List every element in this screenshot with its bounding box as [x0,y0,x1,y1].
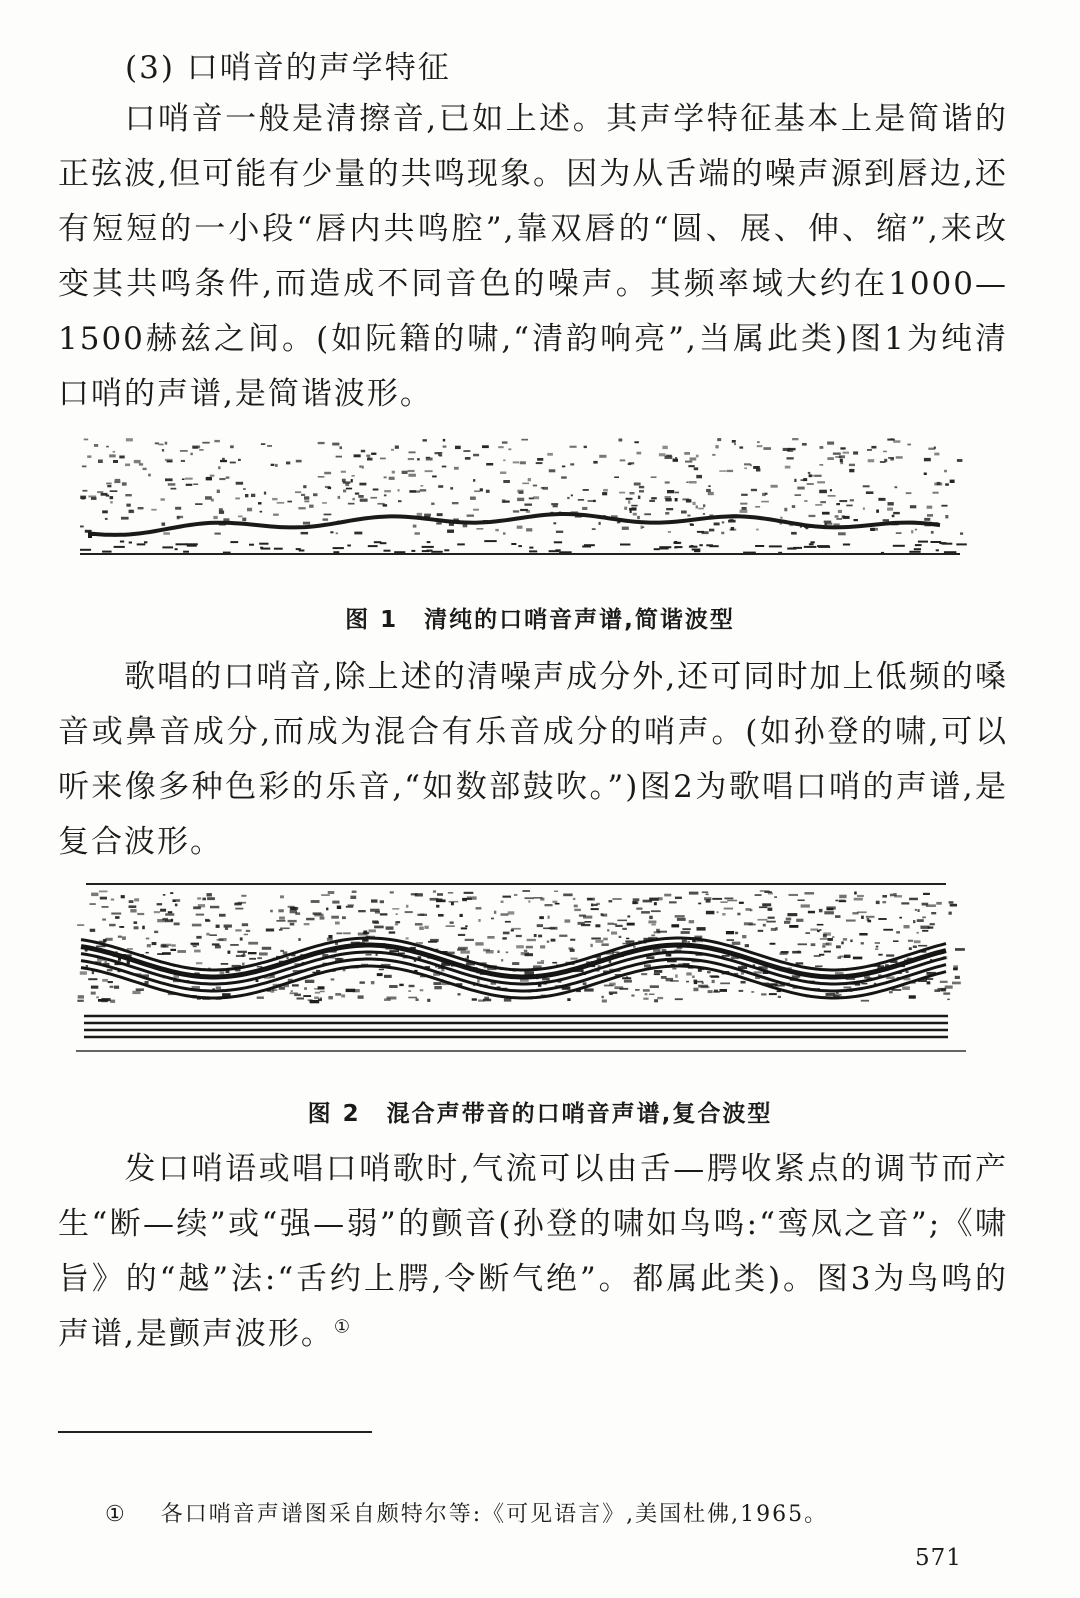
figure-1-spectrogram [80,430,970,580]
page-number: 571 [915,1545,962,1571]
footnote-marker: ① [105,1502,127,1527]
paragraph-3-text: 发口哨语或唱口哨歌时,气流可以由舌—腭收紧点的调节而产生“断—续”或“强—弱”的颤音(孙登的啸如鸟鸣:“鸾凤之音”;《啸旨》的“越”法:“舌约上腭,令断气绝”。都属此类)。图3为鸟鸣的声谱,是颤声波形。 [58,1151,1008,1352]
footnote-text: 各口哨音声谱图采自颇特尔等:《可见语言》,美国杜佛,1965。 [160,1502,829,1527]
section-heading: (3) 口哨音的声学特征 [125,50,451,86]
figure-2-image [76,876,976,1061]
paragraph-1 [58,92,1008,422]
figure-1-image [80,430,970,580]
figure-1-number: 图 1 [345,607,399,633]
figure-2-caption [0,1095,1080,1128]
paragraph-1-text: 口哨音一般是清擦音,已如上述。其声学特征基本上是简谐的正弦波,但可能有少量的共鸣现象。因为从舌端的噪声源到唇边,还有短短的一小段“唇内共鸣腔”,靠双唇的“圆、展、伸、缩”,来改变其共鸣条件,而造成不同音色的噪声。其频率域大约在1000—1500赫兹之间。(如阮籍的啸,“清韵响亮”,当属此类)图1为纯清口哨的声谱,是简谐波形。 [58,101,1008,412]
figure-2-caption-text: 混合声带音的口哨音声谱,复合波型 [386,1101,773,1127]
footnote-reference: ① [333,1316,352,1338]
figure-1-caption [0,601,1080,634]
figure-2-number: 图 2 [307,1101,361,1127]
footnote-divider [58,1431,372,1433]
footnote [105,1497,828,1528]
figure-2-spectrogram [76,876,976,1061]
paragraph-2 [58,650,1008,870]
figure-1-caption-text: 清纯的口哨音声谱,简谐波型 [424,607,735,633]
paragraph-3 [58,1142,1008,1362]
paragraph-2-text: 歌唱的口哨音,除上述的清噪声成分外,还可同时加上低频的嗓音或鼻音成分,而成为混合有乐音成分的哨声。(如孙登的啸,可以听来像多种色彩的乐音,“如数部鼓吹。”)图2为歌唱口哨的声谱,是复合波形。 [58,659,1008,860]
